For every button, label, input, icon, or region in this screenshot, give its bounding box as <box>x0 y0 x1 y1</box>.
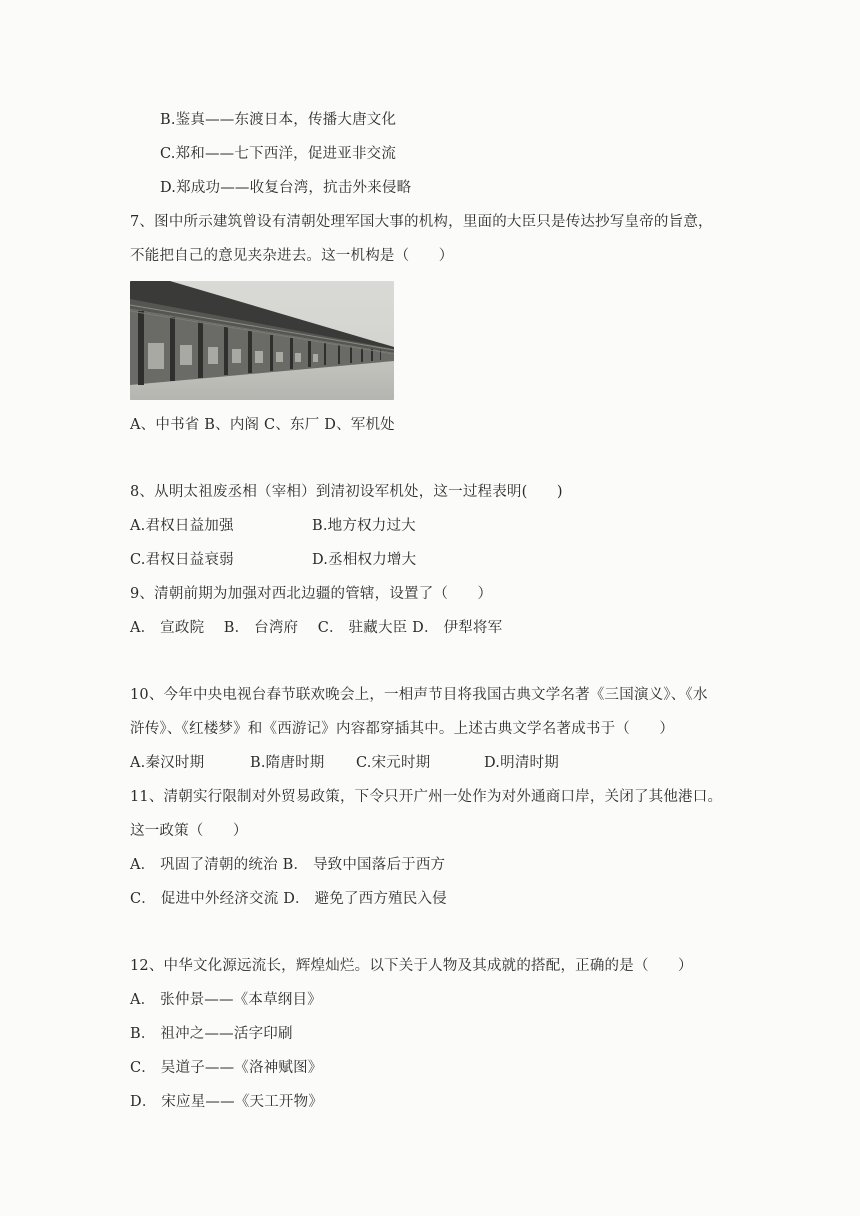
question-12-stem: 12、中华文化源远流长，辉煌灿烂。以下关于人物及其成就的搭配，正确的是（ ） <box>130 958 693 974</box>
question-7-options: A、中书省 B、内阁 C、东厂 D、军机处 <box>130 417 395 433</box>
question-9-stem: 9、清朝前期为加强对西北边疆的管辖，设置了（ ） <box>130 586 493 602</box>
question-10-option-b: B.隋唐时期 <box>250 755 325 771</box>
question-10-stem-line-2: 浒传》、《红楼梦》和《西游记》内容都穿插其中。上述古典文学名著成书于（ ） <box>130 721 675 737</box>
question-8-option-d: D.丞相权力增大 <box>312 552 417 568</box>
question-10-option-a: A.秦汉时期 <box>130 755 205 771</box>
question-8-option-c: C.君权日益衰弱 <box>130 552 234 568</box>
building-photo <box>130 281 394 400</box>
question-6-option-c: C.郑和——七下西洋，促进亚非交流 <box>160 146 397 162</box>
question-12-option-a: A． 张仲景——《本草纲目》 <box>130 992 322 1008</box>
question-11-options-ab: A． 巩固了清朝的统治 B． 导致中国落后于西方 <box>130 857 446 873</box>
question-10-option-d: D.明清时期 <box>484 755 559 771</box>
question-8-option-b: B.地方权力过大 <box>312 518 416 534</box>
question-11-stem-line-2: 这一政策（ ） <box>130 823 248 839</box>
question-9-options: A． 宣政院 B． 台湾府 C． 驻藏大臣 D． 伊犁将军 <box>130 620 503 636</box>
question-11-options-cd: C． 促进中外经济交流 D． 避免了西方殖民入侵 <box>130 891 447 907</box>
question-12-option-b: B． 祖冲之——活字印刷 <box>130 1026 293 1042</box>
question-6-option-d: D.郑成功——收复台湾，抗击外来侵略 <box>160 180 412 196</box>
question-8-option-a: A.君权日益加强 <box>130 518 234 534</box>
question-11-stem-line-1: 11、清朝实行限制对外贸易政策，下令只开广州一处作为对外通商口岸，关闭了其他港口。 <box>130 789 723 805</box>
question-12-option-c: C． 吴道子——《洛神赋图》 <box>130 1060 323 1076</box>
question-12-option-d: D． 宋应星——《天工开物》 <box>130 1094 324 1110</box>
question-7-stem-line-1: 7、图中所示建筑曾设有清朝处理军国大事的机构，里面的大臣只是传达抄写皇帝的旨意， <box>130 214 713 230</box>
question-6-option-b: B.鉴真——东渡日本，传播大唐文化 <box>160 112 397 128</box>
question-10-stem-line-1: 10、今年中央电视台春节联欢晚会上，一相声节目将我国古典文学名著《三国演义》、《水 <box>130 687 708 703</box>
question-10-option-c: C.宋元时期 <box>356 755 431 771</box>
question-7-stem-line-2: 不能把自己的意见夹杂进去。这一机构是（ ） <box>130 248 454 264</box>
question-8-stem: 8、从明太祖废丞相（宰相）到清初设军机处，这一过程表明( ) <box>130 484 563 500</box>
